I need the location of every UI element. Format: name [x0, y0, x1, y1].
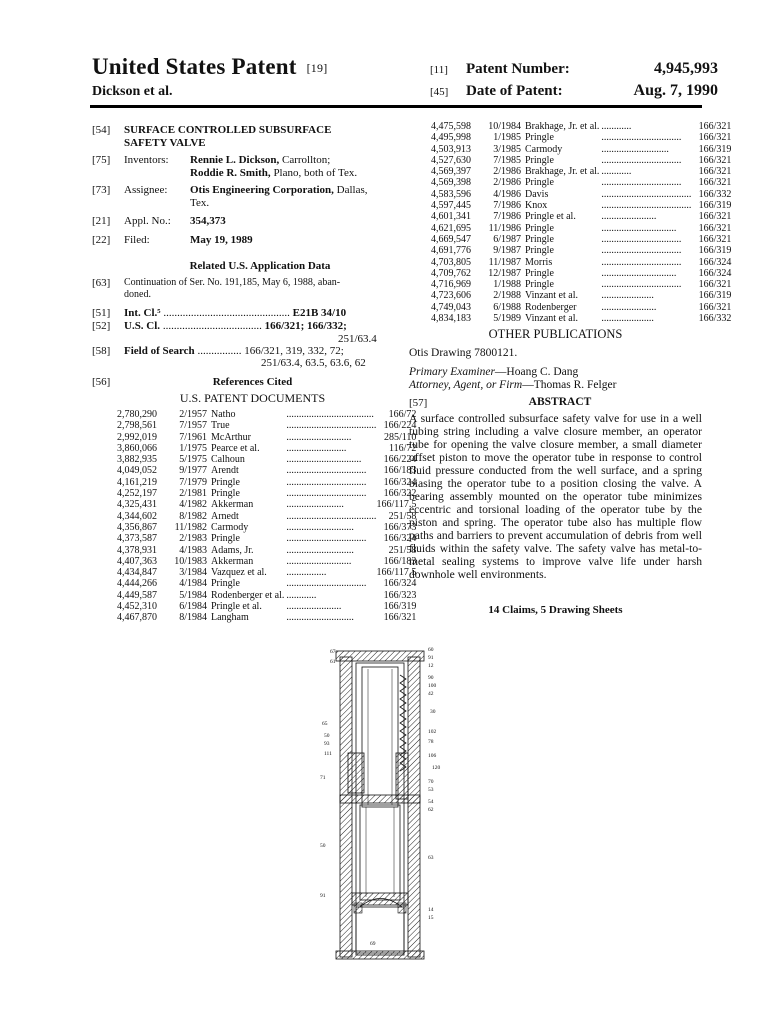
reference-row	[431, 189, 731, 200]
ref-number: 4,597,445	[431, 200, 471, 212]
drawing-ref-label: 14	[428, 907, 434, 913]
ref-date: 7/1979	[179, 476, 207, 488]
ref-dots: ................................	[601, 154, 682, 166]
ref-date: 1/1985	[493, 132, 521, 144]
ref-number: 4,669,547	[431, 233, 471, 245]
ref-date: 2/1988	[493, 290, 521, 302]
ref-name: Pringle	[525, 177, 554, 189]
drawing-ref-label: 71	[320, 775, 326, 781]
drawing-ref-label: 42	[428, 691, 434, 697]
ref-date: 6/1984	[179, 601, 207, 613]
ref-dots: ................................	[601, 233, 682, 245]
ref-number: 4,569,398	[431, 177, 471, 189]
us-patent-references-right	[431, 121, 731, 324]
ref-class: 166/322	[383, 488, 417, 500]
drawing-ref-label: 91	[320, 893, 326, 899]
ref-class: 166/321	[698, 301, 732, 313]
reference-row	[117, 511, 416, 522]
ref-number: 3,860,066	[117, 442, 157, 454]
ref-date: 8/1984	[179, 612, 207, 624]
ref-number: 4,378,931	[117, 544, 157, 556]
ref-number: 4,449,587	[117, 589, 157, 601]
ref-dots: .......................	[286, 499, 344, 511]
ref-class: 166/332	[698, 313, 732, 325]
ref-number: 4,749,043	[431, 301, 471, 313]
ref-name: Arnedt	[211, 510, 239, 522]
ref-name: Vinzant et al.	[525, 290, 578, 302]
reference-row	[431, 155, 731, 166]
us-docs-heading: U.S. PATENT DOCUMENTS	[179, 391, 326, 405]
bottom-sub	[336, 951, 424, 959]
ref-date: 6/1988	[493, 301, 521, 313]
reference-row	[117, 443, 416, 454]
ref-class: 166/321	[698, 166, 732, 178]
ref-class: 166/321	[698, 211, 732, 223]
us-cl-field: [52] U.S. Cl. .................................... 166/321; 166/332;	[92, 320, 347, 332]
reference-row	[117, 533, 416, 544]
ref-number: 2,798,561	[117, 420, 157, 432]
patent-number: 4,945,993	[654, 60, 718, 77]
ref-number: 4,503,913	[431, 143, 471, 155]
ref-number: 3,882,935	[117, 454, 157, 466]
reference-row	[117, 601, 416, 612]
ref-name: Pringle	[211, 488, 240, 500]
reference-row	[117, 545, 416, 556]
ref-name: Vinzant et al.	[525, 313, 578, 325]
reference-row	[431, 121, 731, 132]
drawing-ref-label: 61	[330, 659, 336, 665]
ref-class: 166/321	[698, 233, 732, 245]
assignee-field: [73] Assignee: Otis Engineering Corporation, Dallas, Tex.	[92, 184, 368, 209]
ref-number: 4,621,695	[431, 222, 471, 234]
ref-date: 5/1989	[493, 313, 521, 325]
ref-name: Brakhage, Jr. et al.	[525, 166, 600, 178]
ref-number: 4,049,052	[117, 465, 157, 477]
reference-row	[117, 578, 416, 589]
ref-date: 10/1984	[488, 121, 521, 132]
ref-class: 166/324	[383, 533, 417, 545]
ref-date: 8/1982	[179, 510, 207, 522]
mid-joint	[340, 795, 420, 803]
ref-name: Pringle	[525, 279, 554, 291]
reference-row	[117, 488, 416, 499]
continuation-field: [63] Continuation of Ser. No. 191,185, May 6, 1988, aban- doned.	[92, 277, 341, 300]
ref-class: 166/373	[383, 521, 417, 533]
ref-class: 166/319	[698, 290, 732, 302]
ref-class: 166/324	[383, 476, 417, 488]
ref-date: 2/1986	[493, 166, 521, 178]
abstract-heading: ABSTRACT	[528, 396, 592, 408]
ref-name: Rodenberger et al.	[211, 589, 285, 601]
housing-left-wall	[340, 657, 352, 957]
us-patent-references-left	[117, 409, 416, 624]
reference-row	[117, 454, 416, 465]
header-inventors: Dickson et al.	[92, 84, 173, 99]
abstract-text: A surface controlled subsurface safety valve for use in a well tubing string including a valve closure member, an operator tube for opening the valve closure member, a small diameter offset piston to move the operator tube in response to control fluid pressure conducted from the well surface, and a spring biasing the operator tube to a position closing the valve. A bearing assembly mounted on the operator tube minimizes eccentric and torsional loading of the operator tube by the piston and spring. The operator tube also has multiple flow paths and barriers to prevent accumulation of debris from well fluids within the safety valve. The safety valve has metal-to-metal sealing systems to improve valve life under harsh downhole well environments.	[409, 412, 702, 581]
valve-drawing	[310, 645, 460, 965]
drawing-ref-label: 78	[428, 739, 434, 745]
ref-name: Calhoun	[211, 454, 245, 466]
ref-dots: ............	[601, 166, 632, 178]
drawing-ref-label: 90	[428, 675, 434, 681]
ref-number: 4,373,587	[117, 533, 157, 545]
ref-class: 166/319	[383, 601, 417, 613]
ref-name: Pringle	[525, 233, 554, 245]
ref-class: 166/72	[388, 409, 417, 420]
ref-dots: ................................	[601, 279, 682, 291]
ref-name: Arendt	[211, 465, 239, 477]
reference-row	[431, 177, 731, 188]
ref-class: 166/321	[698, 222, 732, 234]
ref-number: 4,161,219	[117, 476, 157, 488]
inner-bore	[356, 663, 404, 953]
reference-row	[431, 279, 731, 290]
ref-name: Vazquez et al.	[211, 567, 267, 579]
ref-class: 166/321	[698, 154, 732, 166]
ref-dots: ..............................	[286, 454, 362, 466]
us-cl-value-2: 251/63.4	[338, 333, 377, 345]
ref-number: 4,601,341	[431, 211, 471, 223]
ref-name: Pringle	[211, 533, 240, 545]
ref-class: 166/323	[383, 589, 417, 601]
drawing-ref-label: 70	[428, 779, 434, 785]
ref-dots: ................................	[286, 476, 367, 488]
ref-class: 251/58	[388, 510, 417, 522]
drawing-ref-label: 100	[428, 683, 437, 689]
drawing-ref-label: 53	[428, 787, 434, 793]
ref-number: 4,569,397	[431, 166, 471, 178]
ref-date: 1/1988	[493, 279, 521, 291]
ref-number: 4,434,847	[117, 567, 157, 579]
patent-date: Aug. 7, 1990	[633, 82, 718, 99]
ref-dots: ....................................	[286, 420, 377, 432]
patent-number-row: [11] Patent Number: 4,945,993	[430, 60, 718, 77]
reference-row	[117, 556, 416, 567]
abstract-code: [57]	[409, 397, 428, 409]
drawing-ref-label: 60	[428, 647, 434, 653]
title-line-1: SURFACE CONTROLLED SUBSURFACE	[124, 124, 332, 136]
ref-number: 4,703,805	[431, 256, 471, 268]
ref-name: Pringle	[525, 154, 554, 166]
ref-dots: ................................	[286, 488, 367, 500]
drawing-ref-label: 120	[432, 765, 441, 771]
reference-row	[431, 200, 731, 211]
drawing-ref-label: 50	[320, 843, 326, 849]
filed-field: [22] Filed: May 19, 1989	[92, 234, 253, 246]
drawing-ref-label: 91	[428, 655, 434, 661]
ref-class: 166/117.5	[376, 567, 417, 579]
reference-row	[431, 290, 731, 301]
reference-row	[117, 432, 416, 443]
ref-number: 4,475,598	[431, 121, 471, 132]
header-title-code: [19]	[306, 61, 328, 76]
ref-dots: ............	[601, 121, 632, 132]
title-field: [54] SURFACE CONTROLLED SUBSURFACE SAFETY VALVE	[92, 124, 332, 149]
ref-class: 166/224	[383, 454, 417, 466]
ref-date: 3/1985	[493, 143, 521, 155]
reference-row	[117, 567, 416, 578]
ref-number: 4,709,762	[431, 267, 471, 279]
ref-name: Davis	[525, 188, 549, 200]
ref-dots: ..............................	[601, 267, 677, 279]
reference-row	[431, 268, 731, 279]
ref-name: Rodenberger	[525, 301, 577, 313]
ref-dots: ................................	[601, 245, 682, 257]
reference-row	[431, 302, 731, 313]
ref-dots: ...........................	[286, 612, 354, 624]
ref-name: Pringle et al.	[525, 211, 576, 223]
reference-row	[431, 245, 731, 256]
reference-row	[431, 211, 731, 222]
appl-no-field: [21] Appl. No.: 354,373	[92, 215, 226, 227]
ref-class: 166/319	[698, 245, 732, 257]
ref-date: 5/1975	[179, 454, 207, 466]
ref-date: 9/1987	[493, 245, 521, 257]
ref-date: 7/1985	[493, 154, 521, 166]
ref-date: 3/1984	[179, 567, 207, 579]
ref-number: 4,691,776	[431, 245, 471, 257]
ref-dots: ...........................	[286, 521, 354, 533]
ref-number: 2,780,290	[117, 409, 157, 420]
ref-dots: ................................	[286, 578, 367, 590]
reference-row	[117, 465, 416, 476]
drawing-ref-label: 111	[324, 751, 332, 757]
references-heading: References Cited	[212, 376, 293, 388]
ref-date: 7/1986	[493, 200, 521, 212]
reference-row	[431, 144, 731, 155]
ref-number: 2,992,019	[117, 431, 157, 443]
ref-number: 4,344,602	[117, 510, 157, 522]
ref-date: 2/1983	[179, 533, 207, 545]
ref-date: 4/1983	[179, 544, 207, 556]
primary-examiner: Primary Examiner—Hoang C. Dang	[409, 366, 579, 378]
ref-date: 6/1987	[493, 233, 521, 245]
int-cl-field: [51] Int. Cl.⁵ .............................................. E21B 34/10	[92, 307, 347, 319]
top-cap	[336, 651, 424, 661]
ref-dots: ...................................	[286, 409, 374, 420]
header-divider	[90, 105, 702, 108]
ref-name: Carmody	[525, 143, 563, 155]
ref-name: Pearce et al.	[211, 442, 260, 454]
ref-class: 166/321	[698, 121, 732, 132]
ref-number: 4,467,870	[117, 612, 157, 624]
bearing-assembly	[348, 753, 364, 793]
reference-row	[431, 257, 731, 268]
ref-number: 4,716,969	[431, 279, 471, 291]
ref-name: Brakhage, Jr. et al.	[525, 121, 600, 132]
reference-row	[431, 234, 731, 245]
ref-number: 4,527,630	[431, 154, 471, 166]
ref-class: 166/183	[383, 465, 417, 477]
ref-class: 166/324	[698, 267, 732, 279]
ref-dots: ................................	[601, 177, 682, 189]
ref-name: Adams, Jr.	[211, 544, 254, 556]
ref-dots: ......................	[601, 301, 657, 313]
ref-date: 4/1986	[493, 188, 521, 200]
drawing-ref-label: 69	[370, 941, 376, 947]
reference-row	[431, 223, 731, 234]
ref-name: Morris	[525, 256, 553, 268]
drawing-ref-label: 15	[428, 915, 434, 921]
ref-date: 2/1986	[493, 177, 521, 189]
ref-name: Knox	[525, 200, 548, 212]
patent-date-row: [45] Date of Patent: Aug. 7, 1990	[430, 82, 718, 99]
ref-class: 251/58	[388, 544, 417, 556]
drawing-ref-label: 50	[324, 733, 330, 739]
ref-class: 166/321	[383, 612, 417, 624]
ref-class: 166/183	[383, 555, 417, 567]
ref-date: 11/1987	[488, 256, 521, 268]
ref-dots: ...........................	[286, 544, 354, 556]
ref-class: 166/319	[698, 143, 732, 155]
ref-dots: ............	[286, 589, 317, 601]
ref-dots: ....................................	[601, 188, 692, 200]
ref-name: Pringle	[525, 245, 554, 257]
drawing-ref-label: 62	[428, 807, 434, 813]
drawing-ref-label: 106	[428, 753, 437, 759]
drawing-ref-label: 54	[428, 799, 434, 805]
reference-row	[117, 409, 416, 420]
ref-dots: ......................	[601, 211, 657, 223]
reference-row	[431, 166, 731, 177]
valve-chamber	[356, 907, 404, 955]
ref-date: 11/1986	[488, 222, 521, 234]
ref-dots: ................................	[601, 256, 682, 268]
reference-row	[117, 499, 416, 510]
ref-class: 166/324	[383, 578, 417, 590]
ref-dots: ..........................	[286, 431, 352, 443]
ref-date: 10/1983	[174, 555, 207, 567]
ref-dots: ..........................	[286, 555, 352, 567]
reference-row	[117, 612, 416, 623]
ref-date: 7/1986	[493, 211, 521, 223]
ref-dots: ...........................	[601, 143, 669, 155]
ref-class: 166/117.5	[376, 499, 417, 511]
claims-count: 14 Claims, 5 Drawing Sheets	[488, 604, 623, 616]
ref-date: 9/1977	[179, 465, 207, 477]
ref-name: True	[211, 420, 230, 432]
reference-row	[117, 477, 416, 488]
housing-right-wall	[408, 657, 420, 957]
operator-tube	[362, 667, 398, 807]
related-data-heading: Related U.S. Application Data	[189, 260, 331, 272]
ref-class: 166/324	[698, 256, 732, 268]
ref-number: 4,407,363	[117, 555, 157, 567]
ref-name: Pringle	[211, 578, 240, 590]
ref-name: Pringle	[525, 267, 554, 279]
ref-name: Langham	[211, 612, 249, 624]
ref-class: 116/72	[388, 442, 417, 454]
ref-number: 4,495,998	[431, 132, 471, 144]
ref-date: 12/1987	[488, 267, 521, 279]
ref-number: 4,452,310	[117, 601, 157, 613]
ref-dots: ................................	[286, 533, 367, 545]
ref-date: 1/1975	[179, 442, 207, 454]
ref-dots: .....................	[601, 313, 654, 325]
ref-dots: ................................	[601, 132, 682, 144]
ref-number: 4,325,431	[117, 499, 157, 511]
ref-class: 166/321	[698, 279, 732, 291]
ref-date: 7/1957	[179, 420, 207, 432]
ref-class: 166/321	[698, 177, 732, 189]
reference-row	[117, 420, 416, 431]
ref-name: Pringle	[525, 132, 554, 144]
drawing-ref-label: 67	[330, 649, 336, 655]
reference-row	[431, 313, 731, 324]
patent-header-title: United States Patent [19]	[92, 54, 328, 79]
field-of-search: [58] Field of Search ................ 166/321, 319, 332, 72;	[92, 345, 344, 357]
ref-number: 4,252,197	[117, 488, 157, 500]
drawing-ref-label: 102	[428, 729, 437, 735]
field-of-search-2: 251/63.4, 63.5, 63.6, 62	[261, 357, 366, 369]
ref-class: 285/110	[383, 431, 417, 443]
ref-name: McArthur	[211, 431, 251, 443]
ref-date: 4/1982	[179, 499, 207, 511]
ref-class: 166/319	[698, 200, 732, 212]
inventors-field: [75] Inventors: Rennie L. Dickson, Carrollton; Roddie R. Smith, Plano, both of Tex.	[92, 154, 358, 179]
ref-number: 4,583,596	[431, 188, 471, 200]
drawing-ref-label: 30	[430, 709, 436, 715]
ref-class: 166/332	[698, 188, 732, 200]
attorney: Attorney, Agent, or Firm—Thomas R. Felger	[409, 379, 617, 391]
ref-name: Pringle	[211, 476, 240, 488]
ref-date: 2/1981	[179, 488, 207, 500]
ref-class: 166/321	[698, 132, 732, 144]
ref-dots: ......................	[286, 601, 342, 613]
ref-date: 5/1984	[179, 589, 207, 601]
ref-dots: ..............................	[601, 222, 677, 234]
ref-dots: ................	[286, 567, 327, 579]
drawing-ref-label: 12	[428, 663, 434, 669]
other-pub: Otis Drawing 7800121.	[409, 347, 518, 359]
ref-date: 11/1982	[174, 521, 207, 533]
ref-name: Akkerman	[211, 499, 254, 511]
title-line-2: SAFETY VALVE	[124, 137, 206, 149]
other-pubs-heading: OTHER PUBLICATIONS	[488, 327, 623, 341]
ref-name: Pringle	[525, 222, 554, 234]
drawing-ref-label: 93	[324, 741, 330, 747]
ref-dots: ........................	[286, 442, 347, 454]
ref-number: 4,356,867	[117, 521, 157, 533]
reference-row	[117, 590, 416, 601]
refs-code: [56]	[92, 376, 111, 388]
ref-dots: ....................................	[286, 510, 377, 522]
drawing-ref-label: 65	[322, 721, 328, 727]
ref-class: 166/224	[383, 420, 417, 432]
ref-name: Pringle et al.	[211, 601, 262, 613]
reference-row	[431, 132, 731, 143]
ref-dots: ....................................	[601, 200, 692, 212]
ref-dots: .....................	[601, 290, 654, 302]
ref-name: Carmody	[211, 521, 249, 533]
ref-number: 4,723,606	[431, 290, 471, 302]
ref-number: 4,834,183	[431, 313, 471, 325]
drawing-ref-label: 63	[428, 855, 434, 861]
ref-date: 2/1957	[179, 409, 207, 420]
ref-dots: ................................	[286, 465, 367, 477]
ref-number: 4,444,266	[117, 578, 157, 590]
ref-name: Akkerman	[211, 555, 254, 567]
ref-name: Natho	[211, 409, 236, 420]
reference-row	[117, 522, 416, 533]
ref-date: 7/1961	[179, 431, 207, 443]
ref-date: 4/1984	[179, 578, 207, 590]
